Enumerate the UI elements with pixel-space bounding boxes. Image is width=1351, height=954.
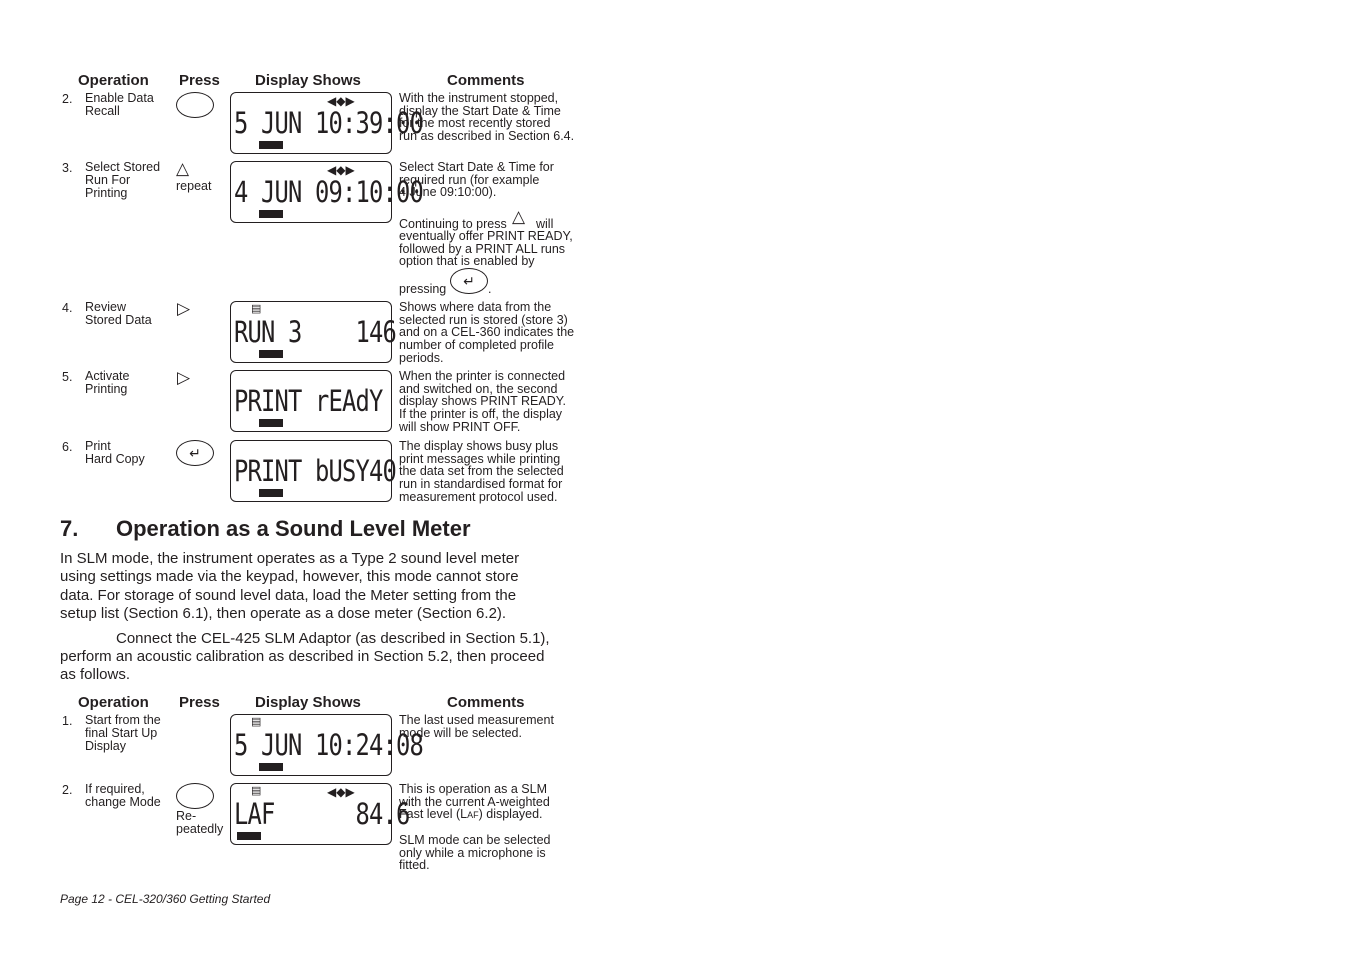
- up-triangle-icon: △: [176, 159, 190, 178]
- lcd-text: PRINT bUSY40: [234, 454, 396, 488]
- comment-text: pressing: [399, 282, 447, 296]
- header-operation: Operation: [78, 694, 149, 711]
- lcd-text: 5 JUN 10:24:08: [234, 728, 423, 762]
- row-number: 6.: [62, 440, 73, 454]
- operation-text: Activate Printing: [85, 369, 130, 396]
- header-display: Display Shows: [255, 72, 361, 89]
- comment-text: [399, 783, 584, 822]
- battery-icon: ▤: [251, 303, 262, 315]
- comment-text: With the instrument stopped, display the Start Date & Time for the most recently stored run as described in Section 6.4.: [399, 91, 575, 144]
- lcd-display: [230, 370, 392, 432]
- row-number: 2.: [62, 783, 73, 797]
- lcd-display: [230, 440, 396, 502]
- lcd-indicator-bar: [259, 350, 283, 358]
- nav-arrows-icon: ◀◆▶: [327, 163, 355, 177]
- comment-text: The display shows busy plus print messages while printing the data set from the selected run in standardised format for measurement protocol used.: [399, 439, 564, 504]
- operation-text: If required, change Mode: [85, 782, 161, 809]
- lcd-display: [230, 161, 423, 223]
- blank-key-icon: [176, 783, 214, 809]
- comment-subscript: AF: [467, 810, 479, 821]
- operation-text: Enable Data Recall: [85, 91, 154, 118]
- lcd-text: LAF 84.6: [234, 797, 410, 831]
- row-number: 4.: [62, 301, 73, 315]
- comment-text: SLM mode can be selected only while a microphone is fitted.: [399, 833, 551, 873]
- row-number: 3.: [62, 161, 73, 175]
- header-comments: Comments: [447, 694, 525, 711]
- header-operation: Operation: [78, 72, 149, 89]
- operation-text: Review Stored Data: [85, 300, 152, 327]
- lcd-text: RUN 3 146: [234, 315, 396, 349]
- lcd-text: 5 JUN 10:39:00: [234, 106, 423, 140]
- battery-icon: ▤: [251, 716, 262, 728]
- enter-key-icon: ↵: [176, 440, 214, 466]
- comment-text: .: [488, 282, 492, 296]
- body-paragraph: perform an acoustic calibration as described in Section 5.2, then proceed as follows.: [60, 648, 545, 684]
- lcd-indicator-bar: [259, 210, 283, 218]
- comment-part: This is operation as a SLM with the current A-weighted Fast level (L: [399, 782, 550, 822]
- operation-text: Select Stored Run For Printing: [85, 160, 161, 200]
- right-triangle-icon: ▷: [177, 299, 191, 318]
- lcd-indicator-bar: [259, 419, 283, 427]
- row-number: 2.: [62, 92, 73, 106]
- row-number: 5.: [62, 370, 73, 384]
- body-paragraph: In SLM mode, the instrument operates as a Type 2 sound level meter using settings made via the keypad, however, this mode cannot store data. For storage of sound level data, load the Meter setting from the setup list (Section 6.1), then operate as a dose meter (Section 6.2).: [60, 550, 520, 622]
- nav-arrows-icon: ◀◆▶: [327, 785, 355, 799]
- enter-key-icon: ↵: [450, 268, 488, 294]
- comment-part: ) displayed.: [478, 807, 543, 822]
- header-press: Press: [179, 694, 220, 711]
- comment-text: The last used measurement mode will be selected.: [399, 713, 554, 740]
- header-press: Press: [179, 72, 220, 89]
- lcd-display: [230, 92, 423, 154]
- lcd-display: [230, 301, 396, 363]
- lcd-display: [230, 714, 423, 776]
- blank-key-icon: [176, 92, 214, 118]
- battery-icon: ▤: [251, 785, 262, 797]
- section-title: Operation as a Sound Level Meter: [116, 516, 471, 541]
- comment-text: Continuing to press: [399, 217, 507, 231]
- operation-text: Start from the final Start Up Display: [85, 713, 161, 753]
- lcd-text: 4 JUN 09:10:00: [234, 175, 423, 209]
- body-paragraph: Connect the CEL-425 SLM Adaptor (as described in Section 5.1),: [116, 630, 550, 647]
- header-display: Display Shows: [255, 694, 361, 711]
- header-comments: Comments: [447, 72, 525, 89]
- press-note: Re- peatedly: [176, 809, 224, 836]
- comment-text: eventually offer PRINT READY, followed by a PRINT ALL runs option that is enabled by: [399, 229, 573, 269]
- comment-text: Select Start Date & Time for required run (for example 4 June 09:10:00).: [399, 160, 554, 200]
- row-number: 1.: [62, 714, 73, 728]
- section-number: 7.: [60, 516, 79, 541]
- comment-text: will: [536, 217, 554, 231]
- comment-text: When the printer is connected and switched on, the second display shows PRINT READY. If the printer is off, the display will show PRINT OFF.: [399, 369, 566, 434]
- lcd-indicator-bar: [259, 489, 283, 497]
- operation-text: Print Hard Copy: [85, 439, 145, 466]
- lcd-display: [230, 783, 410, 845]
- lcd-indicator-bar: [259, 141, 283, 149]
- right-triangle-icon: ▷: [177, 368, 191, 387]
- page-footer: Page 12 - CEL-320/360 Getting Started: [60, 892, 271, 906]
- lcd-text: PRINT rEAdY: [234, 384, 383, 418]
- lcd-indicator-bar: [237, 832, 261, 840]
- comment-text: Shows where data from the selected run is stored (store 3) and on a CEL-360 indicates the number of completed profile periods.: [399, 300, 575, 365]
- lcd-indicator-bar: [259, 763, 283, 771]
- up-triangle-icon: △: [512, 207, 526, 226]
- nav-arrows-icon: ◀◆▶: [327, 94, 355, 108]
- press-note: repeat: [176, 179, 212, 193]
